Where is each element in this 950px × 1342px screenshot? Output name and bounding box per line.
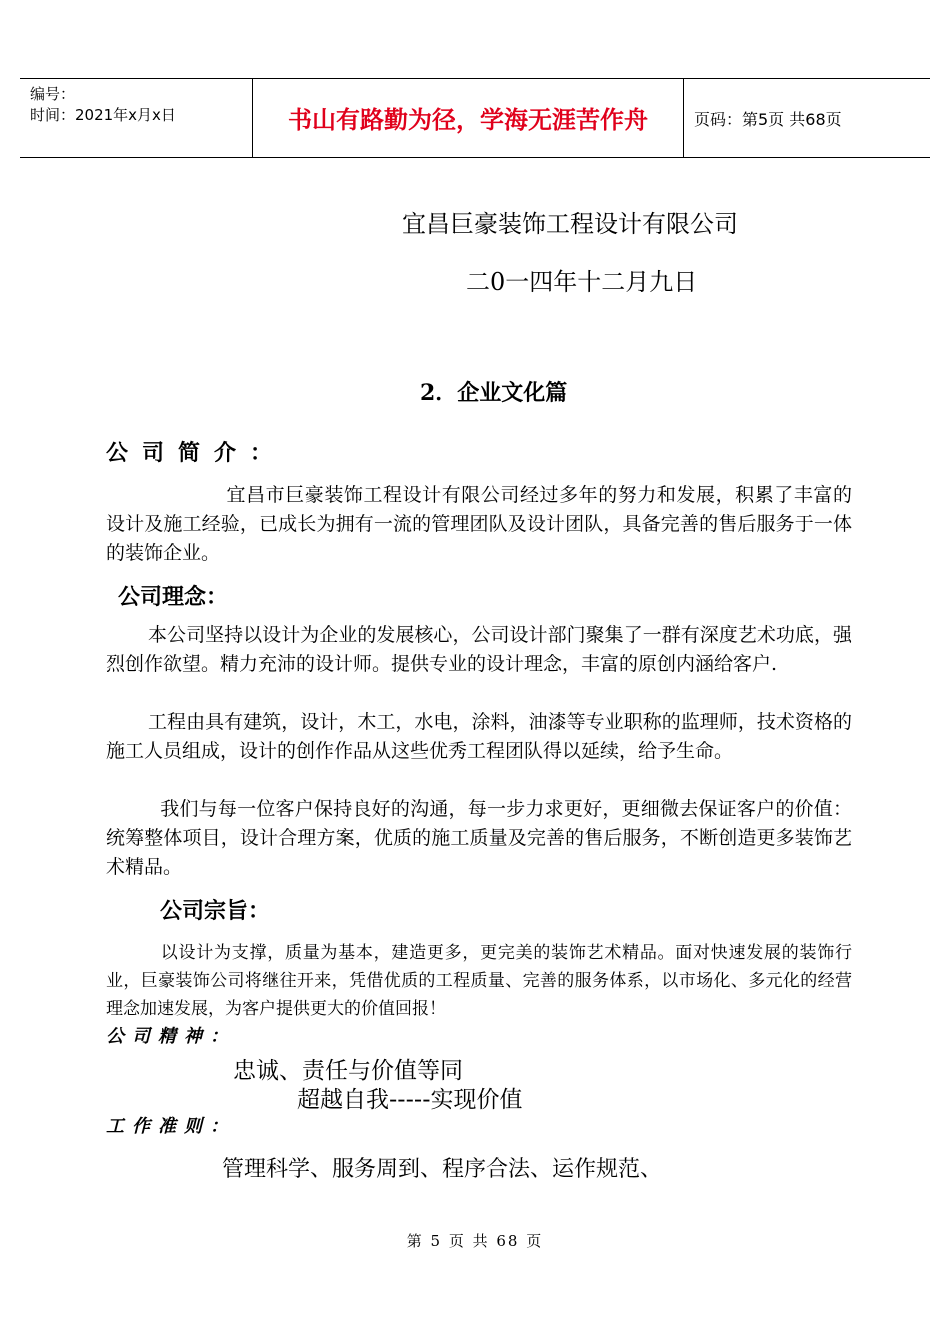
section-heading-intro: 公司简介： [106,440,287,466]
philosophy-text-1: 本公司坚持以设计为企业的发展核心，公司设计部门聚集了一群有深度艺术功底，强烈创作欲望。精力充沛的设计师。提供专业的设计理念，丰富的原创内涵给客户. [106,624,852,675]
spirit-line-2: 超越自我-----实现价值 [297,1087,523,1113]
page-header [20,78,930,158]
philosophy-paragraph-1 [106,621,852,679]
aim-paragraph [106,939,852,1023]
signature-date: 二0一四年十二月九日 [466,268,698,296]
page-footer: 第 5 页 共 68 页 [406,1232,544,1250]
philosophy-text-3: 我们与每一位客户保持良好的沟通，每一步力求更好，更细微去保证客户的价值：统筹整体项目，设计合理方案，优质的施工质量及完善的售后服务，不断创造更多装饰艺术精品。 [106,798,852,878]
header-motto: 书山有路勤为径，学海无涯苦作舟 [288,106,648,134]
spirit-line-1: 忠诚、责任与价值等同 [233,1058,463,1084]
header-meta-cell [20,79,253,157]
chapter-title: 2．企业文化篇 [420,380,568,406]
company-signature: 宜昌巨豪装饰工程设计有限公司 [402,210,738,238]
header-motto-cell [253,79,684,157]
intro-paragraph [106,481,852,568]
intro-text: 宜昌市巨豪装饰工程设计有限公司经过多年的努力和发展，积累了丰富的设计及施工经验，已成长为拥有一流的管理团队及设计团队，具备完善的售后服务于一体的装饰企业。 [106,484,852,564]
section-heading-aim: 公司宗旨： [160,898,271,924]
section-heading-philosophy: 公司理念： [118,584,229,610]
document-number-label: 编号： [30,85,76,103]
philosophy-text-2: 工程由具有建筑，设计，木工，水电，涂料，油漆等专业职称的监理师，技术资格的施工人员组成，设计的创作作品从这些优秀工程团队得以延续，给予生命。 [106,711,852,762]
header-page-info: 页码：第5页 共68页 [694,110,842,129]
section-heading-rules: 工作准则： [106,1116,236,1137]
rules-line-1: 管理科学、服务周到、程序合法、运作规范、 [222,1157,663,1182]
philosophy-paragraph-2 [106,708,852,766]
aim-text: 以设计为支撑，质量为基本，建造更多，更完美的装饰艺术精品。面对快速发展的装饰行业，巨豪装饰公司将继往开来，凭借优质的工程质量、完善的服务体系，以市场化、多元化的经营理念加速发展，为客户提供更大的价值回报！ [106,943,852,1019]
section-heading-spirit: 公司精神： [106,1026,236,1047]
document-time-label: 时间：2021年x月x日 [30,106,176,124]
philosophy-paragraph-3 [106,795,852,882]
header-page-cell [684,79,930,157]
